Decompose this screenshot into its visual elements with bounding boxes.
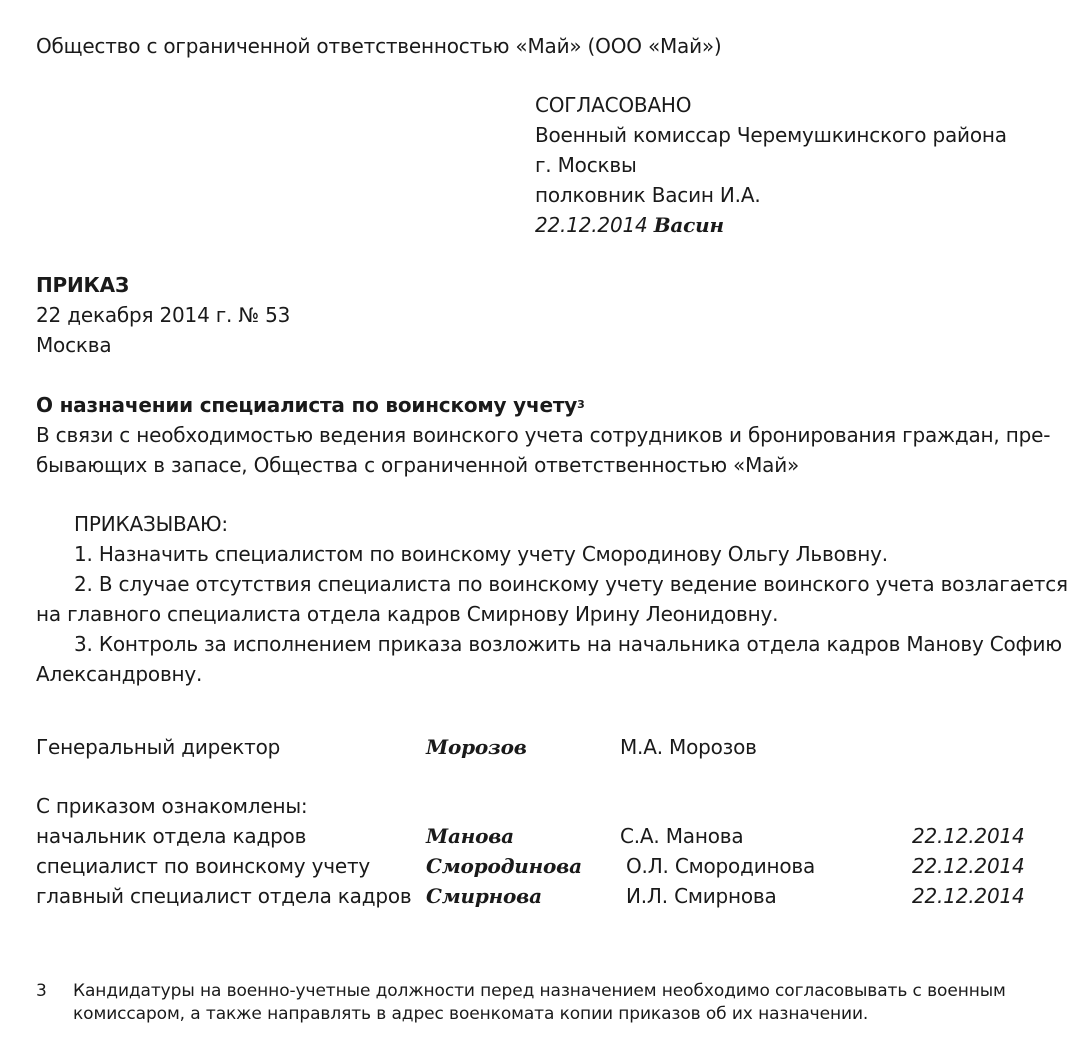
organization-name: Общество с ограниченной ответственностью «Май» (ООО «Май») xyxy=(36,34,722,58)
acq-row-3-name: И.Л. Смирнова xyxy=(626,884,777,908)
item-3-line-1: 3. Контроль за исполнением приказа возложить на начальника отдела кадров Манову Софию xyxy=(74,632,1062,656)
footnote-mark: 3 xyxy=(577,398,585,411)
subject-title: О назначении специалиста по воинскому учету xyxy=(36,393,578,417)
item-2-line-1: 2. В случае отсутствия специалиста по воинскому учету ведение воинского учета возлагается xyxy=(74,572,1068,596)
acq-row-1-signature: Манова xyxy=(426,824,514,848)
footnote-area xyxy=(0,950,1090,1056)
footnote-line-1: Кандидатуры на военно-учетные должности перед назначением необходимо согласовывать с военным xyxy=(73,981,1006,1001)
approval-line-3: полковник Васин И.А. xyxy=(535,183,761,207)
item-1: 1. Назначить специалистом по воинскому учету Смородинову Ольгу Львовну. xyxy=(74,542,888,566)
footnote-line-2: комиссаром, а также направлять в адрес военкомата копии приказов об их назначении. xyxy=(73,1004,869,1024)
intro-line-1: В связи с необходимостью ведения воинского учета сотрудников и бронирования граждан, пре- xyxy=(36,423,1051,447)
acq-row-2-date: 22.12.2014 xyxy=(912,854,1025,878)
approval-heading: СОГЛАСОВАНО xyxy=(535,93,692,117)
acq-row-1-name: С.А. Манова xyxy=(620,824,744,848)
orders-word: ПРИКАЗЫВАЮ: xyxy=(74,512,228,536)
director-name: М.А. Морозов xyxy=(620,735,757,759)
director-signature: Морозов xyxy=(426,735,527,759)
order-subject xyxy=(36,390,585,424)
order-title: ПРИКАЗ xyxy=(36,273,129,297)
footnote-number: 3 xyxy=(36,981,47,1001)
acq-row-2-signature: Смородинова xyxy=(426,854,582,878)
order-city: Москва xyxy=(36,333,112,357)
order-date-number: 22 декабря 2014 г. № 53 xyxy=(36,303,291,327)
acq-row-3-signature: Смирнова xyxy=(426,884,542,908)
acquainted-heading: С приказом ознакомлены: xyxy=(36,794,308,818)
approval-line-1: Военный комиссар Черемушкинского района xyxy=(535,123,1007,147)
intro-line-2: бывающих в запасе, Общества с ограниченной ответственностью «Май» xyxy=(36,453,800,477)
acq-row-2-position: специалист по воинскому учету xyxy=(36,854,371,878)
director-position: Генеральный директор xyxy=(36,735,281,759)
acq-row-1-date: 22.12.2014 xyxy=(912,824,1025,848)
acq-row-3-date: 22.12.2014 xyxy=(912,884,1025,908)
acq-row-3-position: главный специалист отдела кадров xyxy=(36,884,412,908)
approval-date: 22.12.2014 xyxy=(535,213,648,237)
approval-signature: Васин xyxy=(653,213,724,237)
approval-line-2: г. Москвы xyxy=(535,153,637,177)
item-2-line-2: на главного специалиста отдела кадров Смирнову Ирину Леонидовну. xyxy=(36,602,779,626)
acq-row-2-name: О.Л. Смородинова xyxy=(626,854,816,878)
acq-row-1-position: начальник отдела кадров xyxy=(36,824,307,848)
approval-date-signature xyxy=(535,210,724,240)
item-3-line-2: Александровну. xyxy=(36,662,203,686)
